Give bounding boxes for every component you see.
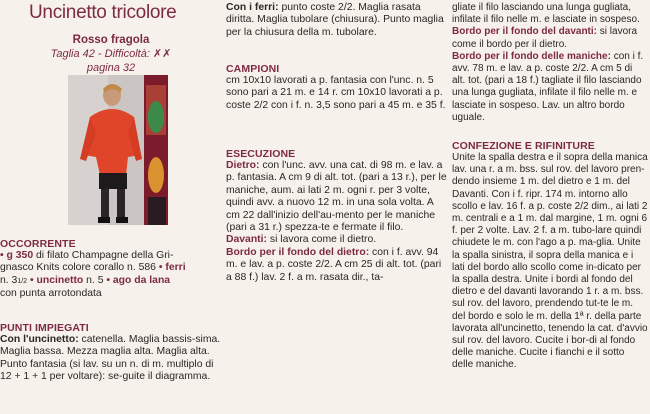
davanti-body: si lavora come il dietro. [269,234,377,246]
model-photo-illustration [68,75,168,225]
needles-label: ferri [165,262,186,274]
page-reference: pagina 32 [86,62,136,74]
needles-fraction: 1/2 [17,277,28,285]
section-bordi [452,2,648,124]
section-occorrente [0,238,222,301]
bordo-davanti-lead: Bordo per il fondo del davanti: [452,26,597,38]
dietro-body: con l'unc. avv. una cat. di 98 m. e lav. a p. fantasia. A cm 9 di alt. tot. (pari a 13 r.), per le maniche, aum. ai lati 2 m. ogni r. per 3 volte, quindi avv. a nuovo 12 m. in una sola volta. A cm 22 dall'inizio dell'au-mento per le maniche (pari a 31 r.) spezza-te e fermate il filo. [226,160,447,234]
davanti-lead: Davanti: [226,234,267,246]
ferri-body: punto coste 2/2. Maglia rasata diritta. Maglia tubolare (chiusura). Punto maglia per la chiusura della m. tubolare. [226,2,444,38]
intro-text: gliate il filo lasciando una lunga gugliata, infilate il filo nelle m. e lasciate in sospeso. [452,2,640,26]
bullet: • [0,250,4,261]
bullet: • [106,274,111,286]
bordo-maniche-body: con i f. avv. 78 m. e lav. a p. coste 2/2. A cm 5 di alt. tot. (pari a 18 f.) tagliate il filo lasciando una lunga gugliata, infilate il filo nelle m. e lasciate in sospeso. Lav. un altro bordo uguale. [452,50,644,123]
yarn-description: di filato Champagne della Gri- [33,250,174,261]
section-title-esecuzione: ESECUZIONE [226,148,296,160]
page-title: Uncinetto tricolore [29,2,177,23]
dietro-text [226,160,448,234]
section-esecuzione [226,148,448,284]
section-title-campioni: CAMPIONI [226,63,280,75]
punti-text [0,334,222,384]
model-photo [68,75,168,225]
bordo-dietro-text [226,247,448,284]
section-title-punti: PUNTI IMPIEGATI [0,322,89,334]
section-campioni [226,63,448,112]
crochet-hook-size: n. 5 [83,274,107,286]
size-difficulty: Taglia 42 - Difficoltà: ✗✗ [50,48,172,60]
campioni-text: cm 10x10 lavorati a p. fantasia con l'unc. n. 5 sono pari a 21 m. e 14 r. cm 10x10 lavorati a p. coste 2/2 con i f. n. 3,5 sono pari a 45 m. e 35 f. [226,75,446,111]
yarn-amount: g 350 [6,250,34,261]
materials-text [0,250,222,301]
davanti-text [226,234,448,246]
ferri-lead: Con i ferri: [226,2,279,13]
bordo-dietro-body: con i f. avv. 94 m. e lav. a p. coste 2/2. A cm 25 di alt. tot. (pari a 88 f.) lav. 2 f. a m. rasata dir., ta- [226,246,442,283]
crochet-hook-label: uncinetto [36,274,84,286]
section-confezione [452,140,648,372]
needles-size: n. 3 [0,274,18,286]
bordo-davanti-text [452,26,648,50]
bullet: • [29,274,34,286]
needle-description: con punta arrotondata [0,288,102,300]
yarn-color: gnasco Knits colore corallo n. 586 [0,262,159,274]
punti-body: catenella. Maglia bassis-sima. Maglia bassa. Mezza maglia alta. Maglia alta. Punto fantasia (si lav. su un n. di m. multiplo di 12 + 1 + 1 per voltare): se-guite il diagramma. [0,334,221,383]
section-punti [0,322,222,384]
bordo-maniche-lead: Bordo per il fondo delle maniche: [452,50,611,62]
needle-label: ago da lana [112,274,171,286]
confezione-text: Unite la spalla destra e il sopra della manica lav. una r. a m. bss. sul rov. del lavoro pren-dendo insieme 1 m. del dietro e 1 m. del Davanti. Con i f. ripr. 174 m. intorno allo scollo e lav. 16 f. a p. coste 2/2 dim., ai lati 2 m. centrali e a 1 m. dal margine, 1 m. ogni 6 f. per 2 volte. Lav. 2 f. a m. tubo-lare quindi chiudete le m. con l'ago a p. ma-glia. Unite la spalla sinistra, il sopra della manica e i lati del bordo allo scollo come in-dicato per la spalla destra. Unite i bordi al fondo del dietro e del davanti lavorando 1 r. a m. bss. sul rov. del lavoro, prendendo tut-te le m. del bordo e solo le m. della 1ª r. della parte lavorata all'uncinetto, tenendo la cat. d'avvio sul rov. del lavoro. Cucite i bor-di al fondo delle maniche. Cucite i fianchi e il sotto delle maniche. [452,152,648,371]
section-ferri [226,2,448,39]
section-title-occorrente: OCCORRENTE [0,238,76,250]
pattern-name: Rosso fragola [72,34,150,46]
pattern-info [0,33,222,75]
punti-lead: Con l'uncinetto: [0,334,79,345]
ferri-text [226,2,448,39]
bordo-davanti-body: si lavora come il bordo per il dietro. [452,26,638,50]
dietro-lead: Dietro: [226,160,260,171]
bordo-maniche-text [452,51,648,124]
bullet: • [158,262,163,274]
bordo-dietro-lead: Bordo per il fondo del dietro: [226,246,370,258]
section-title-confezione: CONFEZIONE E RIFINITURE [452,140,595,152]
